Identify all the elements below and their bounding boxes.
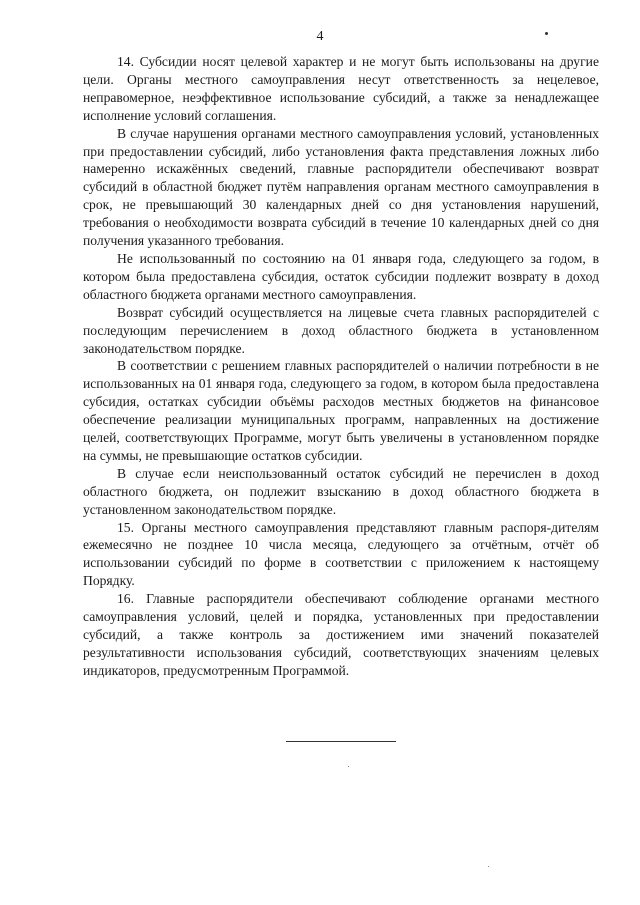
paragraph-15: 15. Органы местного самоуправления представляют главным распоря-дителям ежемесячно не позднее 10 числа месяца, следующего за отчётным, отчёт об использовании субсидий по форме в соответствии с приложением к настоящему Порядку. <box>83 519 599 589</box>
end-divider <box>286 741 396 742</box>
paragraph-recovery: В случае если неиспользованный остаток субсидий не перечислен в доход областного бюджета, он подлежит взысканию в доход областного бюджета в установленном законодательством порядке. <box>83 465 599 517</box>
paragraph-unused-balance: Не использованный по состоянию на 01 января года, следующего за годом, в котором была предоставлена субсидия, остаток субсидии подлежит возврату в доход областного бюджета органами местного самоуправления. <box>83 250 599 302</box>
page-number: 4 <box>316 29 324 44</box>
paragraph-16: 16. Главные распорядители обеспечивают соблюдение органами местного самоуправления условий, целей и порядка, установленных при предоставлении субсидий, а также контроль за достижением ими значений показателей результативности использования субсидий, соответствующих значениям целевых индикаторов, предусмотренным Программой. <box>83 591 599 678</box>
paragraph-violation-return: В случае нарушения органами местного самоуправления условий, установленных при предоставлении субсидий, либо установления факта представления ложных либо намеренно искажённых сведений, главные распорядители обеспечивают возврат субсидий в областной бюджет путём направления органам местного самоуправления в срок, не превышающий 30 календарных дней со дня установления нарушений, требования о необходимости возврата субсидий в течение 10 календарных дней со дня получения указанного требования. <box>83 125 599 249</box>
document-body <box>83 53 599 680</box>
scan-speck <box>348 766 349 767</box>
paragraph-return-accounts: Возврат субсидий осуществляется на лицевые счета главных распорядителей с последующим перечислением в доход областного бюджета в установленном законодательством порядке. <box>83 304 599 356</box>
scan-mark <box>545 32 548 35</box>
paragraph-increase-expenses: В соответствии с решением главных распорядителей о наличии потребности в не использованных на 01 января года, следующего за годом, в котором была предоставлена субсидия, остатках субсидии объёмы расходов местных бюджетов на финансовое обеспечение реализации муниципальных программ, направленных на достижение целей, соответствующих Программе, могут быть увеличены в установленном порядке на суммы, не превышающие остатков субсидии. <box>83 358 599 463</box>
paragraph-14: 14. Субсидии носят целевой характер и не могут быть использованы на другие цели. Органы местного самоуправления несут ответственность за нецелевое, неправомерное, неэффективное использование субсидий, а также за ненадлежащее исполнение условий соглашения. <box>83 54 599 123</box>
scan-speck <box>488 866 489 867</box>
